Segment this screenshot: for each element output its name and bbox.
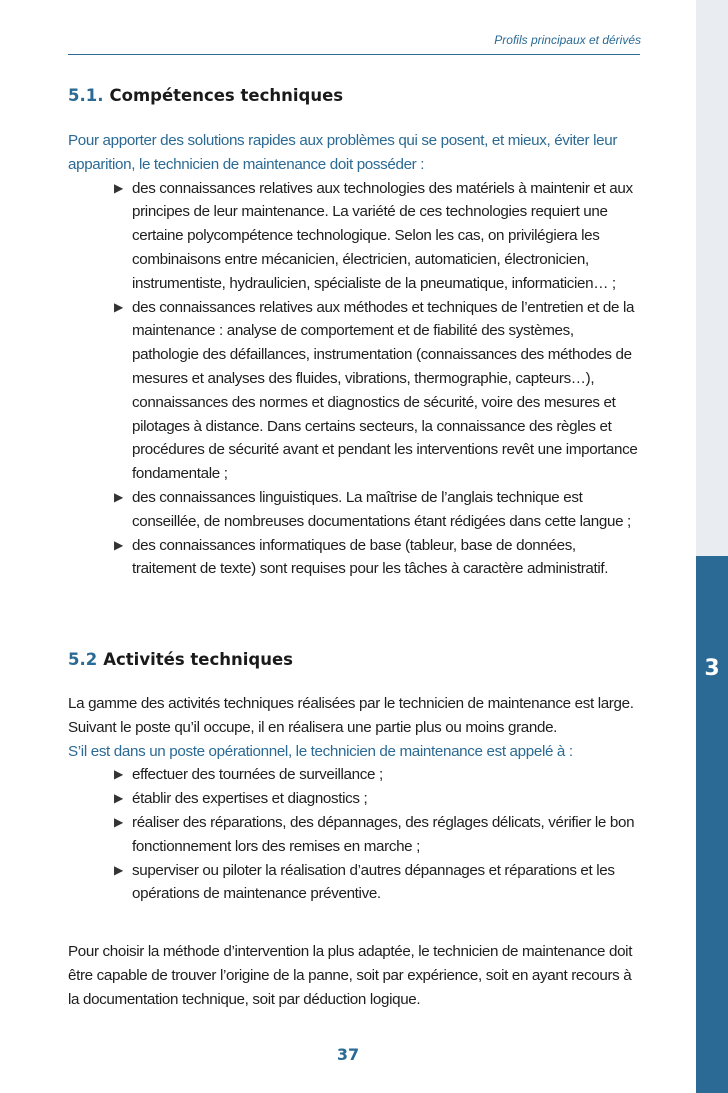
- list-item-text: des connaissances linguistiques. La maîtrise de l’anglais technique est conseillée, de nombreuses documentations étant rédigées dans cette langue ;: [132, 488, 631, 530]
- list-item-text: réaliser des réparations, des dépannages, des réglages délicats, vérifier le bon fonctionnement lors des remises en marche ;: [132, 813, 635, 855]
- list-item-text: établir des expertises et diagnostics ;: [132, 790, 368, 808]
- list-item: [68, 787, 640, 811]
- section-title: Compétences techniques: [109, 86, 344, 105]
- section-5-2-body: [68, 692, 640, 906]
- triangle-right-icon: ▶: [114, 862, 123, 877]
- triangle-right-icon: ▶: [114, 180, 123, 195]
- triangle-right-icon: ▶: [114, 537, 123, 552]
- list-item-text: des connaissances relatives aux technologies des matériels à maintenir et aux principes de leur maintenance. La variété de ces technologies requiert une certaine polycompétence technologique. Selon les cas, on privilégiera les combinaisons entre mécanicien, électricien, automaticien, électronicien, instrumentiste, hydraulicien, spécialiste de la pneumatique, informaticien… ;: [132, 179, 633, 292]
- intro-paragraph: Pour apporter des solutions rapides aux problèmes qui se posent, et mieux, éviter leur apparition, le technicien de maintenance doit posséder :: [68, 132, 618, 173]
- intro-paragraph: S’il est dans un poste opérationnel, le technicien de maintenance est appelé à :: [68, 742, 573, 760]
- triangle-right-icon: ▶: [114, 814, 123, 829]
- list-item: [68, 763, 640, 787]
- section-heading-5-1: [68, 86, 343, 105]
- list-item-text: des connaissances informatiques de base (tableur, base de données, traitement de texte) sont requises pour les tâches à caractère administratif.: [132, 536, 609, 578]
- section-5-1-body: [68, 129, 640, 581]
- list-item: [68, 296, 640, 486]
- chapter-number: 3: [704, 656, 720, 681]
- list-item: [68, 811, 640, 859]
- section-title: Activités techniques: [103, 650, 293, 669]
- triangle-right-icon: ▶: [114, 299, 123, 314]
- page-number: 37: [336, 1045, 360, 1064]
- section-heading-5-2: [68, 650, 293, 669]
- header-rule: [68, 54, 640, 55]
- triangle-right-icon: ▶: [114, 791, 123, 806]
- closing-paragraph: Pour choisir la méthode d’intervention la plus adaptée, le technicien de maintenance doit être capable de trouver l’origine de la panne, soit par expérience, soit en ayant recours à la documentation technique, soit par déduction logique.: [68, 943, 633, 1008]
- section-number: 5.2: [68, 650, 98, 669]
- list-item-text: superviser ou piloter la réalisation d’autres dépannages et réparations et les opérations de maintenance préventive.: [132, 861, 615, 903]
- list-item: [68, 486, 640, 534]
- triangle-right-icon: ▶: [114, 767, 123, 782]
- list-item-text: des connaissances relatives aux méthodes et techniques de l’entretien et de la maintenance : analyse de comportement et de fiabilité des systèmes, pathologie des défaillances, instrumentation (connaissances des méthodes de mesures et analyses des fluides, vibrations, thermographie, capteurs…), connaissances des normes et diagnostics de sécurité, voire des mesures et pilotages à distance. Dans certains secteurs, la connaissance des règles et procédures de sécurité avant et pendant les interventions revêt une importance fondamentale ;: [132, 298, 638, 483]
- activities-list: [68, 763, 640, 906]
- list-item: [68, 859, 640, 907]
- chapter-tab: [696, 556, 728, 1093]
- list-item: [68, 534, 640, 582]
- competences-list: [68, 177, 640, 582]
- paragraph: La gamme des activités techniques réalisées par le technicien de maintenance est large. Suivant le poste qu’il occupe, il en réalisera une partie plus ou moins grande.: [68, 695, 634, 736]
- running-header: Profils principaux et dérivés: [494, 33, 641, 47]
- section-number: 5.1.: [68, 86, 104, 105]
- list-item-text: effectuer des tournées de surveillance ;: [132, 766, 383, 784]
- list-item: [68, 177, 640, 296]
- triangle-right-icon: ▶: [114, 489, 123, 504]
